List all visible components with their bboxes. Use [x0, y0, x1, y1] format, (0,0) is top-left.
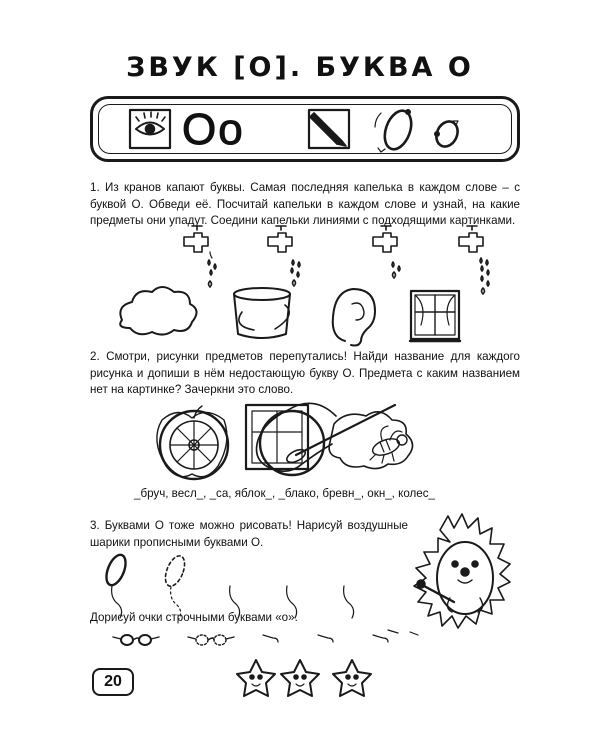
exercise-1-text: 1. Из кранов капают буквы. Самая последняя капелька в каждом слове – с буквой О. Обведи её. Посчитай капельки в каждом слове и узнай, на какие предметы они упадут. Соедини капельки линиями с подходящими картинками.	[90, 181, 520, 227]
tap-icon	[459, 226, 489, 294]
star-icon	[281, 660, 319, 696]
exercise-2-text: 2. Смотри, рисунки предметов перепутались! Найди название для каждого рисунка и допиши в нём недостающую букву О. Предмета с каким названием нет на картинке? Зачеркни это слово.	[90, 350, 520, 396]
tap-icon	[268, 226, 300, 286]
hedgehog-icon	[414, 514, 510, 628]
instruction-banner	[90, 96, 520, 162]
balloon-trace-row	[103, 552, 354, 619]
page-title: ЗВУК [О]. БУКВА О	[126, 52, 474, 83]
star-icon	[237, 660, 275, 696]
wasp-icon	[370, 426, 407, 463]
hoop-icon	[260, 411, 324, 475]
oar-icon	[296, 405, 395, 455]
glasses-trace-row	[113, 630, 418, 645]
banner-letters: Оо	[182, 105, 245, 154]
exercise-3-text: 3. Буквами О тоже можно рисовать! Нарисуй воздушные шарики прописными буквами О.	[90, 519, 408, 549]
page-number: 20	[92, 668, 134, 696]
star-icon	[333, 660, 371, 696]
wheel-icon	[160, 411, 228, 479]
tap-icon	[184, 226, 216, 287]
cloud-icon	[120, 287, 196, 335]
bucket-icon	[234, 288, 290, 338]
ear-icon	[333, 289, 375, 346]
window-icon	[410, 291, 460, 341]
exercise-2-words: _бруч, весл_, _са, яблок_, _блако, бревн_, окн_, колес_	[134, 487, 435, 500]
tap-icon	[373, 226, 400, 278]
apple-icon	[157, 412, 227, 476]
exercise-4-text: Дорисуй очки строчными буквами «о».	[90, 611, 298, 624]
